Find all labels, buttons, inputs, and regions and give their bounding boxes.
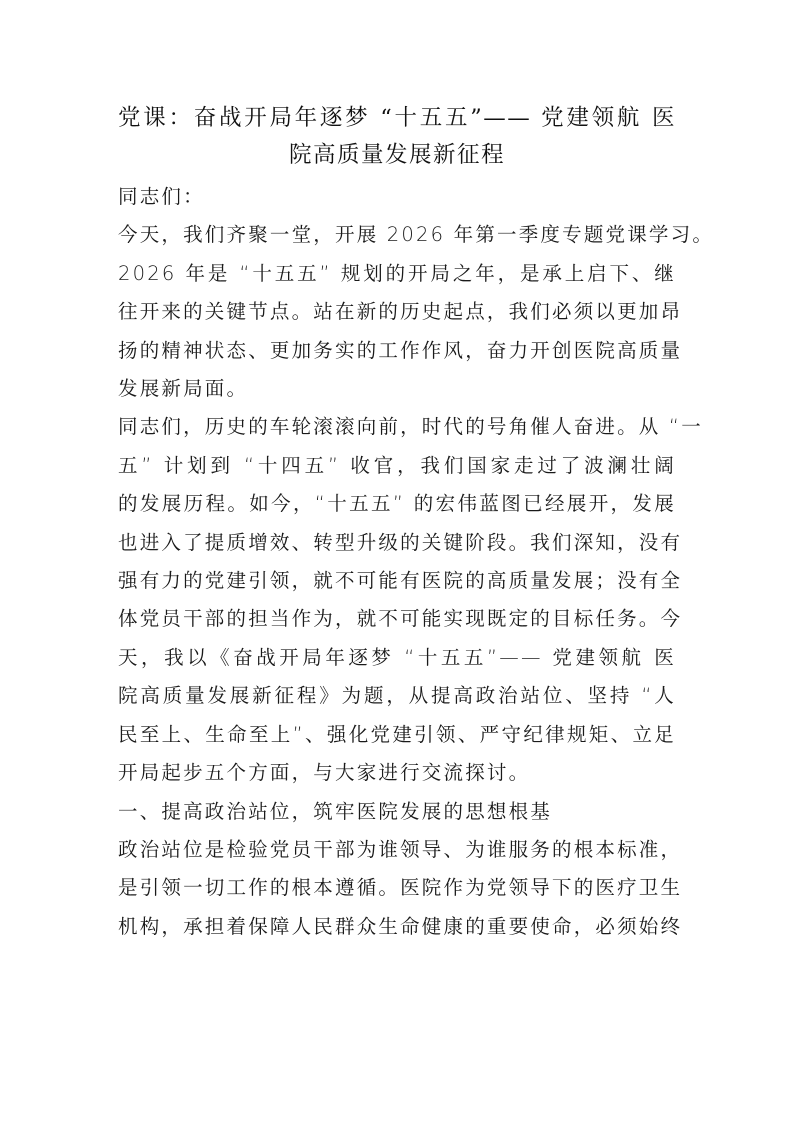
text-line: 体党员干部的担当作为，就不可能实现既定的目标任务。今 [118, 607, 683, 631]
text-line: 开局起步五个方面，与大家进行交流探讨。 [118, 761, 531, 785]
greeting [118, 178, 676, 216]
text-line: 的发展历程。如今，“十五五” 的宏伟蓝图已经展开，发展 [118, 492, 676, 516]
paragraph-history [118, 408, 703, 792]
title-line-2: 院高质量发展新征程 [288, 142, 505, 168]
section-heading-1 [118, 793, 676, 831]
text-line: 是引领一切工作的根本遵循。医院作为党领导下的医疗卫生 [118, 876, 683, 900]
text-line: 院高质量发展新征程》为题，从提高政治站位、坚持 “人 [118, 684, 676, 708]
text-line: 今天，我们齐聚一堂，开展 2026 年第一季度专题党课学习。 [118, 223, 715, 247]
text-line: 扬的精神状态、更加务实的工作作风，奋力开创医院高质量 [118, 338, 683, 362]
text-line: 天，我以《奋战开局年逐梦 “十五五”—— 党建领航 医 [118, 645, 676, 669]
text-line: 同志们，历史的车轮滚滚向前，时代的号角催人奋进。从 “一 [118, 415, 703, 439]
text-line: 强有力的党建引领，就不可能有医院的高质量发展；没有全 [118, 569, 683, 593]
text-line: 也进入了提质增效、转型升级的关键阶段。我们深知，没有 [118, 530, 683, 554]
text-line: 2026 年是 “十五五” 规划的开局之年，是承上启下、继 [118, 261, 676, 285]
text-line: 往开来的关键节点。站在新的历史起点，我们必须以更加昂 [118, 300, 683, 324]
title-line-1: 党课：奋战开局年逐梦 “十五五”—— 党建领航 医 [118, 105, 676, 131]
text-line: 机构，承担着保障人民群众生命健康的重要使命，必须始终 [118, 914, 683, 938]
text-line: 五” 计划到 “十四五” 收官，我们国家走过了波澜壮阔 [118, 453, 676, 477]
greeting-text: 同志们： [118, 185, 205, 208]
document-title [118, 100, 676, 174]
paragraph-political-stance [118, 831, 683, 946]
text-line: 政治站位是检验党员干部为谁领导、为谁服务的根本标准， [118, 837, 683, 861]
document-body [118, 100, 715, 946]
text-line: 民至上、生命至上”、强化党建引领、严守纪律规矩、立足 [118, 722, 676, 746]
text-line: 发展新局面。 [118, 377, 249, 401]
paragraph-intro [118, 216, 715, 408]
heading-text: 一、提高政治站位，筑牢医院发展的思想根基 [118, 799, 553, 823]
